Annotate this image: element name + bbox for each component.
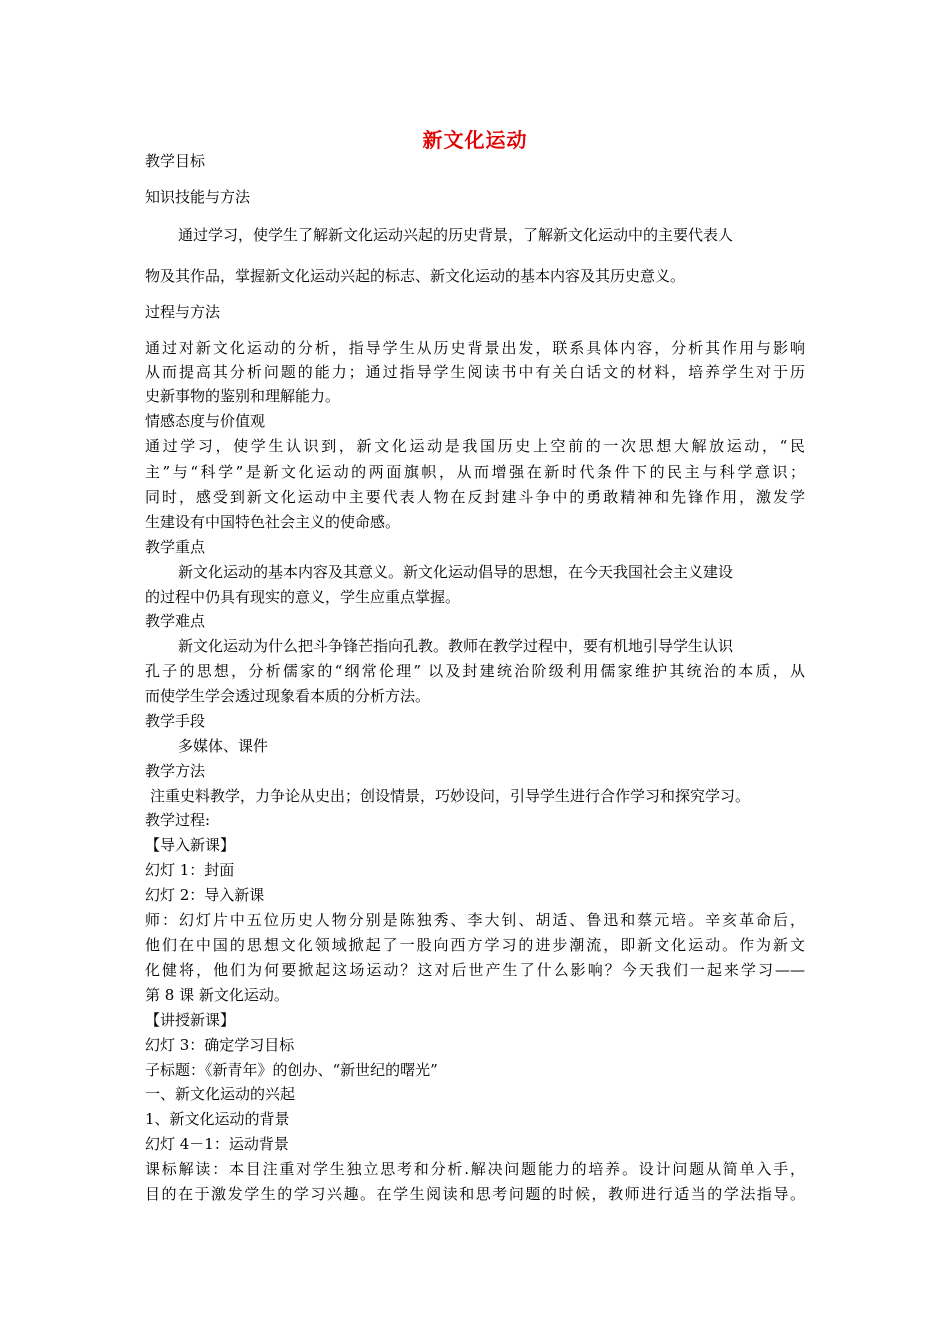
heading-teaching-goals: 教学目标 — [145, 152, 206, 170]
paragraph-line: 物及其作品，掌握新文化运动兴起的标志、新文化运动的基本内容及其历史意义。 — [145, 267, 686, 285]
section-label-lecture: 【讲授新课】 — [145, 1011, 236, 1029]
paragraph-line: 通过对新文化运动的分析，指导学生从历史背景出发，联系具体内容，分析其作用与影响 — [145, 339, 805, 357]
paragraph-line: 化健将，他们为何要掀起这场运动？这对后世产生了什么影响？今天我们一起来学习—— — [145, 961, 805, 979]
paragraph-line: 史新事物的鉴别和理解能力。 — [145, 387, 341, 405]
slide-line: 幻灯 4－1：运动背景 — [145, 1135, 289, 1153]
heading-teaching-process: 教学过程: — [145, 811, 211, 829]
paragraph-line: 而使学生学会透过现象看本质的分析方法。 — [145, 687, 431, 705]
paragraph-line: 目的在于激发学生的学习兴趣。在学生阅读和思考问题的时候，教师进行适当的学法指导。 — [145, 1185, 805, 1203]
paragraph-line: 新文化运动的基本内容及其意义。新文化运动倡导的思想，在今天我国社会主义建设 — [178, 563, 734, 581]
paragraph-line: 主”与“科学”是新文化运动的两面旗帜，从而增强在新时代条件下的民主与科学意识； — [145, 463, 805, 481]
paragraph-line: 的过程中仍具有现实的意义，学生应重点掌握。 — [145, 588, 461, 606]
section-heading: 一、新文化运动的兴起 — [145, 1085, 296, 1103]
paragraph-line: 通过学习，使学生认识到，新文化运动是我国历史上空前的一次思想大解放运动，“民 — [145, 437, 805, 455]
heading-knowledge-skills: 知识技能与方法 — [145, 188, 251, 206]
heading-emotion-values: 情感态度与价值观 — [145, 412, 266, 430]
heading-teaching-means: 教学手段 — [145, 712, 206, 730]
paragraph-line: 通过学习，使学生了解新文化运动兴起的历史背景，了解新文化运动中的主要代表人 — [178, 226, 734, 244]
heading-process-method: 过程与方法 — [145, 303, 221, 321]
slide-line: 幻灯 1：封面 — [145, 861, 235, 879]
paragraph-line: 课标解读：本目注重对学生独立思考和分析.解决问题能力的培养。设计问题从简单入手， — [145, 1160, 805, 1178]
paragraph-line: 生建设有中国特色社会主义的使命感。 — [145, 513, 401, 531]
paragraph-line: 子标题：《新青年》的创办、“新世纪的曙光” — [145, 1061, 438, 1079]
document-title: 新文化运动 — [422, 128, 528, 152]
paragraph-line: 第 8 课 新文化运动。 — [145, 986, 289, 1004]
paragraph-line: 他们在中国的思想文化领域掀起了一股向西方学习的进步潮流，即新文化运动。作为新文 — [145, 936, 805, 954]
paragraph-line: 从而提高其分析问题的能力；通过指导学生阅读书中有关白话文的材料，培养学生对于历 — [145, 363, 805, 381]
slide-line: 幻灯 2：导入新课 — [145, 886, 265, 904]
subsection-heading: 1、新文化运动的背景 — [145, 1110, 290, 1128]
paragraph-line: 师：幻灯片中五位历史人物分别是陈独秀、李大钊、胡适、鲁迅和蔡元培。辛亥革命后， — [145, 911, 805, 929]
section-label-intro: 【导入新课】 — [145, 836, 236, 854]
slide-line: 幻灯 3：确定学习目标 — [145, 1036, 295, 1054]
paragraph-line: 孔子的思想，分析儒家的“纲常伦理” 以及封建统治阶级利用儒家维护其统治的本质，从 — [145, 662, 805, 680]
paragraph-line: 注重史料教学，力争论从史出；创设情景，巧妙设问，引导学生进行合作学习和探究学习。 — [150, 787, 751, 805]
paragraph-line: 多媒体、课件 — [178, 737, 269, 755]
heading-difficult-points: 教学难点 — [145, 612, 206, 630]
paragraph-line: 新文化运动为什么把斗争锋芒指向孔教。教师在教学过程中，要有机地引导学生认识 — [178, 637, 734, 655]
heading-teaching-methods: 教学方法 — [145, 762, 206, 780]
heading-key-points: 教学重点 — [145, 538, 206, 556]
paragraph-line: 同时，感受到新文化运动中主要代表人物在反封建斗争中的勇敢精神和先锋作用，激发学 — [145, 488, 805, 506]
